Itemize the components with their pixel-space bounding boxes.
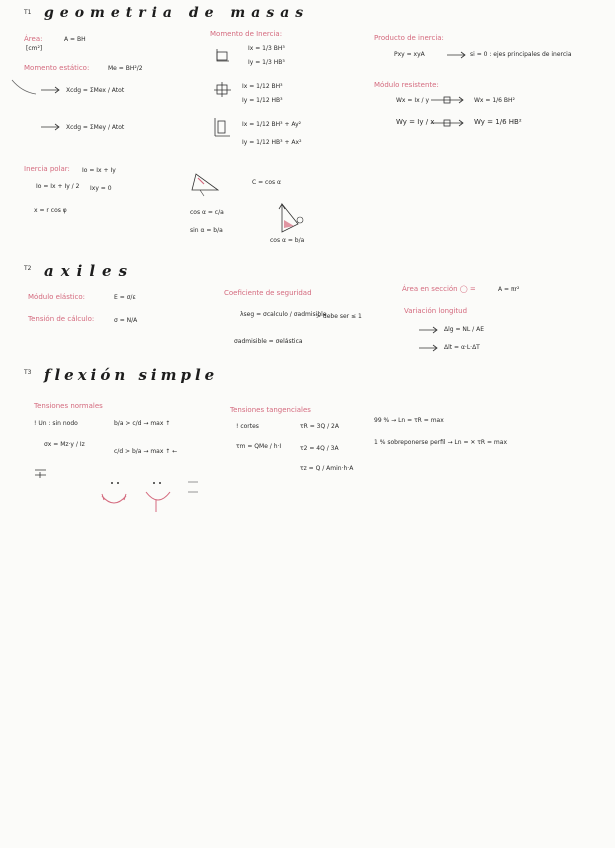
area-seccion-formula: A = πr² [498,286,520,293]
area-label: Área: [24,35,43,43]
inercia-formula-1: Ix = 1/3 BH³ [248,45,285,52]
section-title-t3: flexión simple [44,366,219,384]
xcdg-formula: Xcdg = ΣMex / Atot [66,87,125,94]
tang-formula-1: ! cortes [236,423,259,430]
normales-formula-2: σx = Mz·y / Iz [44,441,85,448]
variacion-formula-1: Δlg = NL / AE [444,326,484,333]
section-title-t2: axiles [44,262,135,280]
polar-formula-2: Ixy = 0 [90,185,112,192]
inercia-polar-formula: Io = Ix + Iy [82,167,116,174]
ycdg-formula: Xcdg = ΣMey / Atot [66,124,125,131]
area-formula: A = BH [64,36,86,43]
normales-formula-3: b/a > c/d → max ↑ [114,420,171,427]
polar-formula-3: x = r cos φ [34,207,67,214]
coef-seguridad-formula: λseg = σcalculo / σadmisible [240,311,327,318]
inercia-formula-2: Iy = 1/3 HB³ [248,59,285,66]
variacion-formula-2: Δlt = α·L·ΔT [444,344,480,351]
momento-estatico-label: Momento estático: [24,64,90,72]
arrow-right-icon [430,119,466,127]
modulo-elastico-label: Módulo elástico: [28,293,86,301]
rectangle-corner-axes-icon [214,48,230,64]
section-number-t2: T2 [24,265,32,272]
arrow-right-icon [40,123,62,131]
vector-triangle-icon [272,200,306,234]
tension-calculo-formula: σ = N/A [114,317,138,324]
axis-sign-icon [34,466,50,478]
producto-note: si = 0 : ejes principales de inercia [470,51,572,58]
c-formula: C = cos α [252,179,281,186]
inercia-formula-5: Ix = 1/12 BH³ + Ay² [242,121,302,128]
rectangle-center-axes-icon [214,82,232,98]
area-unit: [cm²] [26,45,43,52]
wx-formula-1: Wx = Ix / y [396,97,430,104]
tang-formula-3: τR = 3Q / 2A [300,423,339,430]
modulo-elastico-formula: E = σ/ε [114,294,136,301]
bending-moment-arrows-icon [96,480,206,516]
tang-formula-2: τm = QMe / h·I [236,443,282,450]
section-title-t1: geometria de masas [44,5,310,21]
inercia-formula-3: Ix = 1/12 BH³ [242,83,283,90]
curved-arrow-icon [10,78,40,98]
tensiones-normales-title: Tensiones normales [34,402,103,410]
section-number-t1: T1 [24,9,32,16]
arrow-right-icon [446,51,468,59]
tensiones-tangenciales-title: Tensiones tangenciales [230,406,311,414]
producto-formula: Pxy = xyA [394,51,425,58]
arrow-right-icon [418,344,440,352]
section-number-t3: T3 [24,369,32,376]
modulo-resistente-title: Módulo resistente: [374,81,439,89]
sin-formula: sin α = b/a [190,227,223,234]
normales-formula-1: ! Un : sin nodo [34,420,78,427]
inercia-formula-4: Iy = 1/12 HB³ [242,97,283,104]
inercia-polar-label: Inercia polar: [24,165,70,173]
coef-seguridad-title: Coeficiente de seguridad [224,289,312,297]
normales-formula-4: c/d > b/a → max ↑ ← [114,448,178,455]
triangle-angle-icon [188,170,222,198]
right-note-1: 99 % → Ln = τR = max [374,417,444,424]
admisible-formula: σadmisible = σelástica [234,338,303,345]
variacion-longitud-title: Variación longitud [404,307,468,315]
tang-formula-5: τz = Q / Amin·h·A [300,465,354,472]
inercia-formula-6: Iy = 1/12 HB³ + Ax² [242,139,302,146]
tension-calculo-label: Tensión de cálculo: [28,315,95,323]
area-seccion-label: Área en sección ◯ = [402,285,476,293]
momento-estatico-formula: Me = BH²/2 [108,65,143,72]
wy-formula-2: Wy = 1/6 HB² [474,118,522,126]
wy-formula-1: Wy = Iy / x [396,118,435,126]
rectangle-offset-axes-icon [214,118,232,138]
producto-inercia-title: Producto de inercia: [374,34,444,42]
arrow-right-icon [418,326,440,334]
cos-b-formula: cos α = b/a [270,237,305,244]
right-note-2: 1 % sobreponerse perfil → Ln = ✕ τR = max [374,439,508,446]
momento-inercia-title: Momento de Inercia: [210,30,283,38]
polar-formula-1: Io = Ix + Iy / 2 [36,183,80,190]
cos-formula: cos α = c/a [190,209,224,216]
coef-seguridad-note: > debe ser ≤ 1 [316,313,362,320]
arrow-right-icon [40,86,62,94]
tang-formula-4: τ2 = 4Q / 3A [300,445,339,452]
arrow-right-icon [430,96,466,104]
wx-formula-2: Wx = 1/6 BH² [474,97,515,104]
